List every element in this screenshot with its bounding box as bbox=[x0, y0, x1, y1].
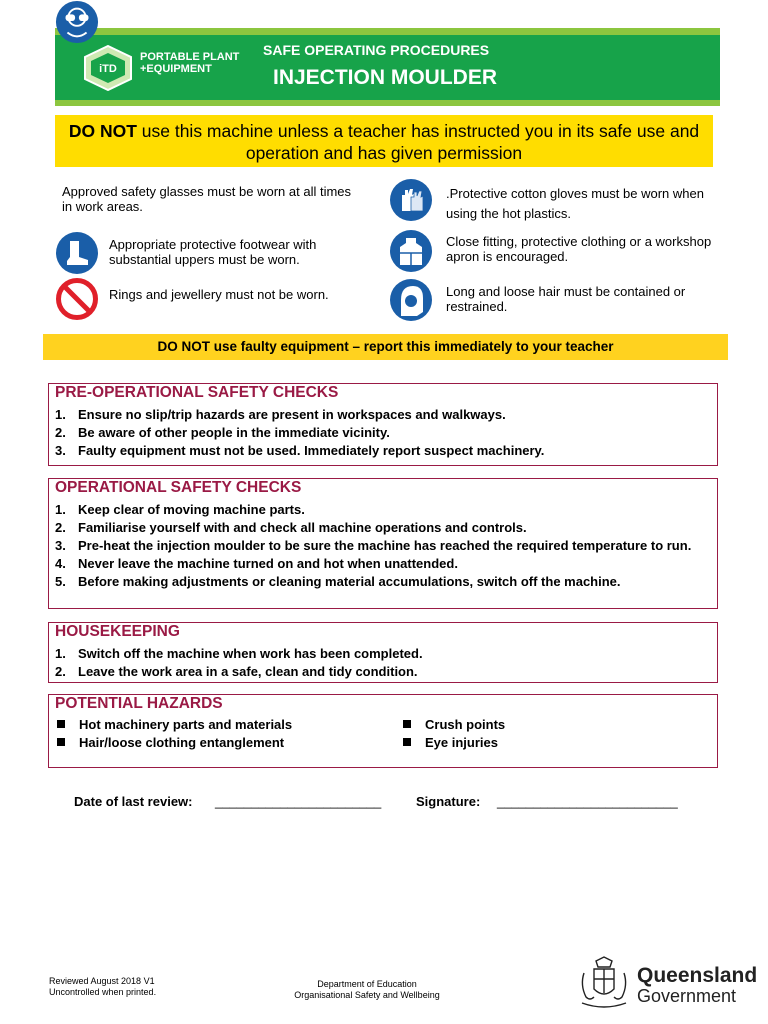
operational-list bbox=[55, 501, 710, 591]
signature-label: Signature: bbox=[416, 794, 481, 809]
footer-department bbox=[267, 979, 467, 1001]
logo-text-line1: PORTABLE PLANT bbox=[140, 51, 240, 63]
coat-of-arms-icon bbox=[576, 955, 632, 1011]
list-item: 1. Keep clear of moving machine parts. bbox=[55, 502, 305, 517]
logo-text bbox=[140, 51, 239, 75]
hair-icon bbox=[389, 278, 433, 322]
warning-banner bbox=[55, 115, 713, 167]
list-item: 2. Familiarise yourself with and check all machine operations and controls. bbox=[55, 520, 527, 535]
header-banner bbox=[55, 28, 720, 106]
list-item: 3. Faulty equipment must not be used. Immediately report suspect machinery. bbox=[55, 443, 545, 458]
operational-title: OPERATIONAL SAFETY CHECKS bbox=[55, 479, 302, 496]
apron-icon bbox=[389, 229, 433, 273]
itd-logo-icon bbox=[83, 45, 133, 91]
header-stripe-bottom bbox=[55, 100, 720, 106]
gov-line2: Government bbox=[637, 986, 737, 1006]
bullet-icon bbox=[57, 738, 65, 746]
ppe-gloves-text: .Protective cotton gloves must be worn when using the hot plastics. bbox=[446, 186, 704, 221]
hazard-item: Hair/loose clothing entanglement bbox=[57, 734, 284, 752]
logo-mark: iTD bbox=[99, 63, 117, 75]
ppe-hair-text: Long and loose hair must be contained or restrained. bbox=[446, 284, 686, 314]
footer-review-info bbox=[49, 976, 156, 998]
housekeeping-list bbox=[55, 645, 710, 681]
footer-unit: Organisational Safety and Wellbeing bbox=[294, 990, 440, 1000]
footer-dept: Department of Education bbox=[317, 979, 417, 989]
housekeeping-section bbox=[48, 622, 718, 683]
housekeeping-title: HOUSEKEEPING bbox=[55, 623, 180, 640]
bullet-icon bbox=[403, 738, 411, 746]
list-item: 5. Before making adjustments or cleaning material accumulations, switch off the machine. bbox=[55, 574, 621, 589]
hazard-item: Hot machinery parts and materials bbox=[57, 716, 292, 734]
boot-icon bbox=[55, 231, 99, 275]
safety-glasses-icon bbox=[54, 0, 100, 44]
page-title: INJECTION MOULDER bbox=[273, 66, 498, 89]
bullet-icon bbox=[57, 720, 65, 728]
logo-text-line2: +EQUIPMENT bbox=[140, 63, 212, 75]
signature-field[interactable]: _________________________ bbox=[497, 794, 678, 809]
hazard-item: Eye injuries bbox=[403, 734, 498, 752]
hazards-section bbox=[48, 694, 718, 768]
ppe-clothing-text: Close fitting, protective clothing or a workshop apron is encouraged. bbox=[446, 234, 712, 264]
header-stripe-top bbox=[55, 28, 720, 35]
operational-section bbox=[48, 478, 718, 609]
gov-line1: Queensland bbox=[637, 964, 758, 987]
list-item: 1. Switch off the machine when work has been completed. bbox=[55, 646, 423, 661]
footer-uncontrolled: Uncontrolled when printed. bbox=[49, 987, 157, 997]
prohibited-icon bbox=[55, 277, 99, 321]
review-date-field[interactable]: _______________________ bbox=[215, 794, 382, 809]
pre-operational-title: PRE-OPERATIONAL SAFETY CHECKS bbox=[55, 384, 339, 401]
list-item: 3. Pre-heat the injection moulder to be sure the machine has reached the required temperature to run. bbox=[55, 538, 692, 553]
list-item: 1. Ensure no slip/trip hazards are present in workspaces and walkways. bbox=[55, 407, 506, 422]
list-item: 4. Never leave the machine turned on and hot when unattended. bbox=[55, 556, 458, 571]
bullet-icon bbox=[403, 720, 411, 728]
footer-reviewed: Reviewed August 2018 V1 bbox=[49, 976, 155, 986]
list-item: 2. Be aware of other people in the immediate vicinity. bbox=[55, 425, 390, 440]
review-date-label: Date of last review: bbox=[74, 794, 193, 809]
warning-text: use this machine unless a teacher has instructed you in its safe use and operation and has given permission bbox=[136, 121, 700, 163]
hazard-item: Crush points bbox=[403, 716, 505, 734]
gloves-icon bbox=[389, 178, 433, 222]
ppe-footwear-text: Appropriate protective footwear with substantial uppers must be worn. bbox=[109, 237, 317, 267]
hazards-title: POTENTIAL HAZARDS bbox=[55, 695, 223, 712]
list-item: 2. Leave the work area in a safe, clean and tidy condition. bbox=[55, 664, 418, 679]
warning-bold: DO NOT bbox=[68, 121, 137, 141]
ppe-rings-text: Rings and jewellery must not be worn. bbox=[109, 287, 329, 302]
faulty-equipment-banner: DO NOT use faulty equipment – report this immediately to your teacher bbox=[43, 334, 728, 360]
sop-label: SAFE OPERATING PROCEDURES bbox=[263, 42, 490, 58]
pre-operational-list bbox=[55, 406, 710, 460]
pre-operational-section bbox=[48, 383, 718, 466]
ppe-glasses-text: Approved safety glasses must be worn at all times in work areas. bbox=[62, 184, 352, 214]
